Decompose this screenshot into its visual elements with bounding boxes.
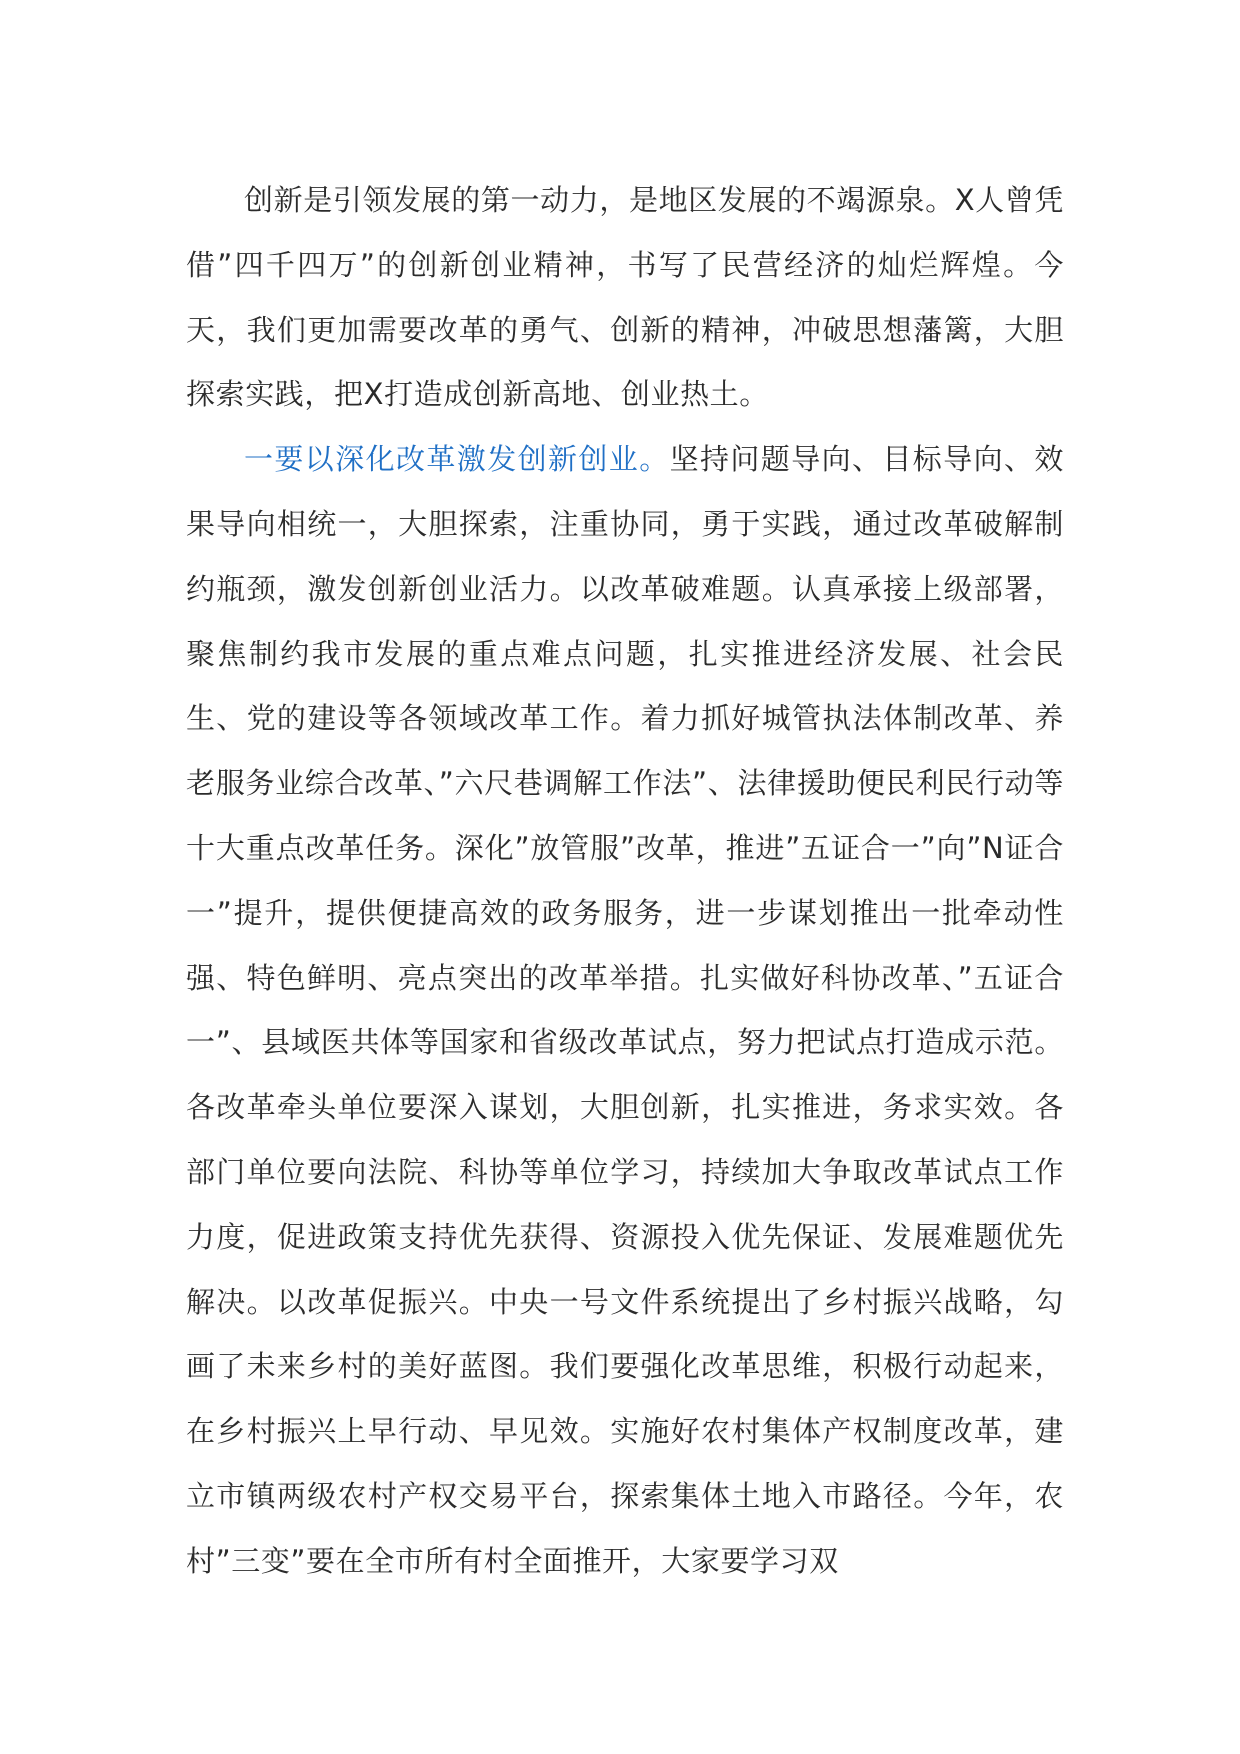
intro-paragraph-text: 创新是引领发展的第一动力，是地区发展的不竭源泉。X人曾凭借”四千四万”的创新创业精神，书写了民营经济的灿烂辉煌。今天，我们更加需要改革的勇气、创新的精神，冲破思想藩篱，大胆探索实践，把X打造成创新高地、创业热土。 (186, 183, 1064, 412)
section-heading: 一要以深化改革激发创新创业。 (244, 442, 670, 477)
reform-paragraph-text: 坚持问题导向、目标导向、效果导向相统一，大胆探索，注重协同，勇于实践，通过改革破解制约瓶颈，激发创新创业活力。以改革破难题。认真承接上级部署，聚焦制约我市发展的重点难点问题，扎实推进经济发展、社会民生、党的建设等各领域改革工作。着力抓好城管执法体制改革、养老服务业综合改革、”六尺巷调解工作法”、法律援助便民利民行动等十大重点改革任务。深化”放管服”改革，推进”五证合一”向”N证合一”提升，提供便捷高效的政务服务，进一步谋划推出一批牵动性强、特色鲜明、亮点突出的改革举措。扎实做好科协改革、”五证合一”、县域医共体等国家和省级改革试点，努力把试点打造成示范。各改革牵头单位要深入谋划，大胆创新，扎实推进，务求实效。各部门单位要向法院、科协等单位学习，持续加大争取改革试点工作力度，促进政策支持优先获得、资源投入优先保证、发展难题优先解决。以改革促振兴。中央一号文件系统提出了乡村振兴战略，勾画了未来乡村的美好蓝图。我们要强化改革思维，积极行动起来，在乡村振兴上早行动、早见效。实施好农村集体产权制度改革，建立市镇两级农村产权交易平台，探索集体土地入市路径。今年，农村”三变”要在全市所有村全面推开，大家要学习双 (186, 442, 1064, 1578)
document-body (186, 168, 1064, 1594)
reform-paragraph (186, 427, 1064, 1593)
intro-paragraph (186, 168, 1064, 427)
